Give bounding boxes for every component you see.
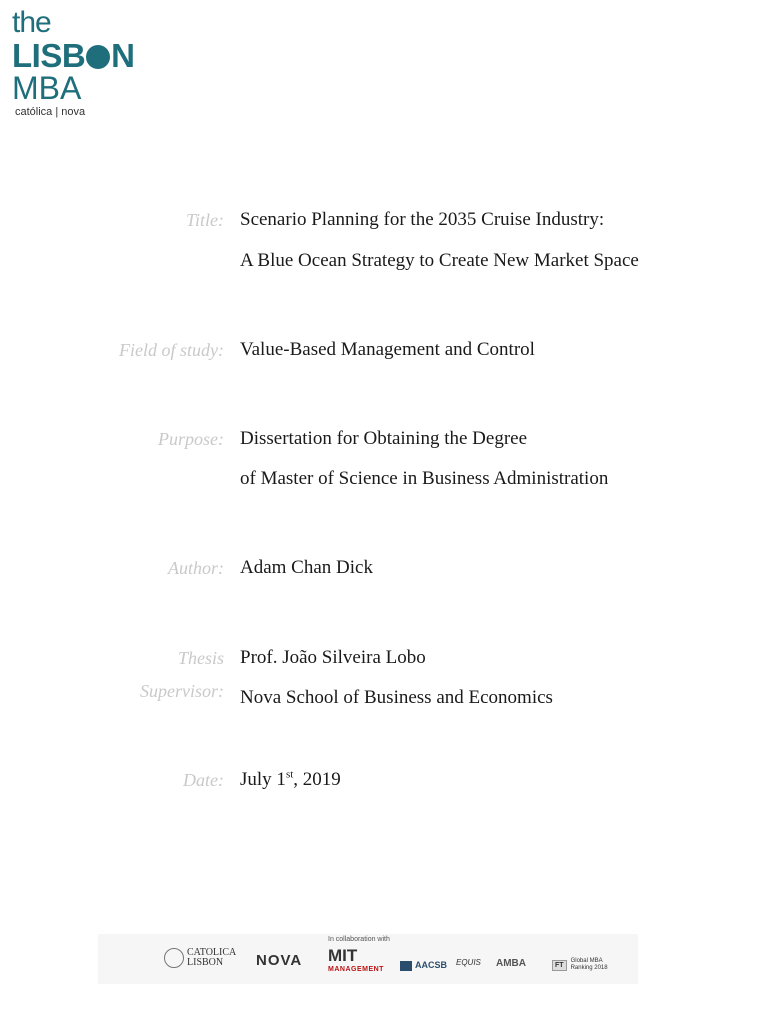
aacsb-text: AACSB [415, 960, 448, 970]
date-value [240, 769, 341, 791]
aacsb-logo [400, 960, 447, 971]
date-ordinal: st [285, 768, 294, 781]
lisbon-mba-logo [12, 8, 152, 118]
ft-global-mba: Global MBA [570, 958, 603, 964]
purpose-label: Purpose: [158, 429, 224, 449]
supervisor-name: Prof. João Silveira Lobo [240, 647, 426, 668]
supervisor-label-line-1: Thesis [177, 648, 224, 668]
catolica-logo [164, 948, 236, 968]
logo-lisbon-post: N [111, 37, 135, 74]
purpose-line-1: Dissertation for Obtaining the Degree [240, 428, 528, 449]
logo-mba: MBA [12, 70, 82, 106]
mit-management-text: MANAGEMENT [328, 966, 384, 973]
supervisor-school: Nova School of Business and Economics [240, 687, 553, 708]
author-value: Adam Chan Dick [240, 557, 373, 578]
field-of-study-label: Field of study: [119, 340, 224, 360]
ft-ranking-year: Ranking 2018 [570, 965, 608, 971]
logo-subline: católica | nova [15, 106, 86, 118]
logo-lisbon-pre: LISB [12, 37, 86, 74]
title-line-2: A Blue Ocean Strategy to Create New Market Space [240, 250, 639, 271]
ft-ranking-logo [552, 958, 608, 972]
collaboration-note: In collaboration with [328, 936, 390, 943]
date-label: Date: [183, 770, 224, 790]
equis-logo: EQUIS [456, 958, 481, 967]
catolica-text-2: LISBON [187, 957, 224, 968]
ft-badge: FT [552, 960, 567, 971]
mit-text: MIT [328, 946, 358, 965]
amba-logo: AMBA [496, 958, 526, 969]
title-line-1: Scenario Planning for the 2035 Cruise Industry: [240, 209, 605, 230]
catolica-text-1: CATOLICA [187, 947, 237, 958]
author-label: Author: [168, 558, 224, 578]
supervisor-label-line-2: Supervisor: [140, 681, 224, 701]
title-label: Title: [185, 210, 224, 230]
aacsb-box-icon [400, 961, 412, 971]
catolica-seal-icon [164, 948, 184, 968]
date-prefix: July 1 [240, 769, 286, 790]
accreditation-banner [98, 934, 638, 984]
logo-o-circle-icon [86, 45, 110, 69]
mit-logo [328, 946, 384, 974]
field-of-study-value: Value-Based Management and Control [240, 339, 535, 360]
purpose-line-2: of Master of Science in Business Administration [240, 468, 609, 489]
logo-lisbon [12, 39, 135, 73]
date-suffix: , 2019 [293, 769, 341, 790]
nova-logo: NOVA [256, 952, 303, 969]
logo-the: the [12, 6, 51, 39]
